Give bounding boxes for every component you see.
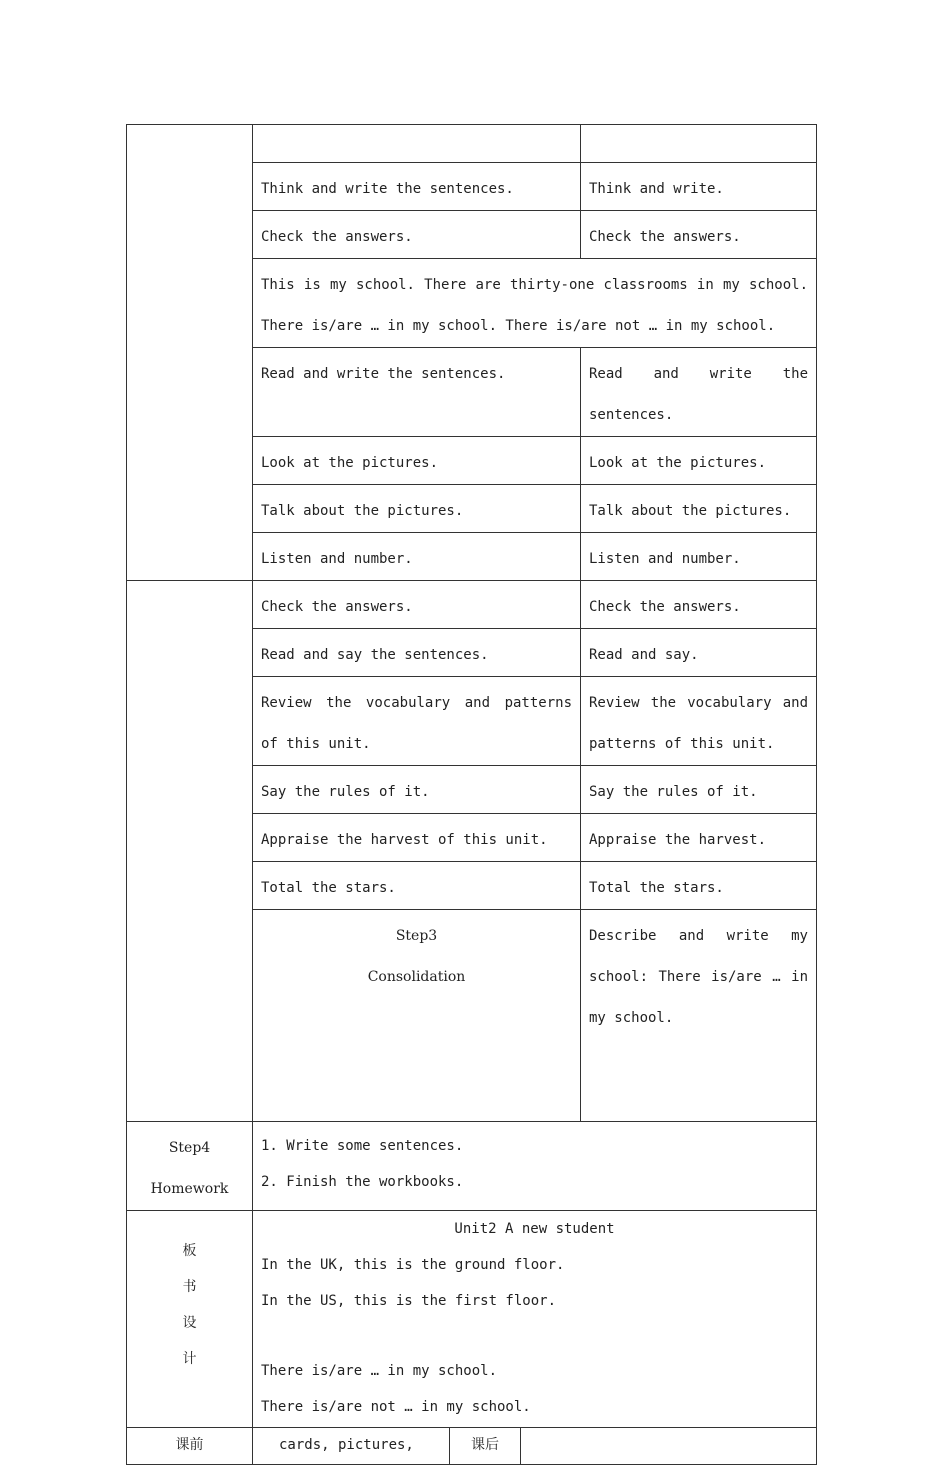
- step4-label-line1: Step4: [168, 1140, 211, 1156]
- after-class-label: 课后: [450, 1428, 521, 1464]
- board-line: There is/are not … in my school.: [261, 1399, 531, 1415]
- teacher-activity: Total the stars.: [253, 862, 581, 910]
- board-line: In the UK, this is the ground floor.: [261, 1257, 565, 1273]
- lesson-plan-table: [126, 124, 817, 1465]
- teacher-activity: [253, 125, 581, 163]
- student-activity: Think and write.: [581, 163, 817, 211]
- homework-list: [253, 1122, 817, 1211]
- step-label-cell: [127, 581, 253, 1122]
- board-line: In the US, this is the first floor.: [261, 1293, 557, 1309]
- board-line: There is/are … in my school.: [261, 1363, 498, 1379]
- step4-label-line2: Homework: [150, 1181, 229, 1197]
- teacher-activity: Describe and write my school: There is/are … in my school.: [581, 910, 817, 1122]
- board-label-char: 板: [182, 1243, 197, 1259]
- board-design-content: [253, 1211, 817, 1428]
- student-activity: Appraise the harvest.: [581, 814, 817, 862]
- student-activity: Review the vocabulary and patterns of this unit.: [581, 677, 817, 766]
- student-activity: Total the stars.: [581, 862, 817, 910]
- teacher-activity: Check the answers.: [253, 211, 581, 259]
- teacher-activity: Review the vocabulary and patterns of this unit.: [253, 677, 581, 766]
- student-activity: Talk about the pictures.: [581, 485, 817, 533]
- teacher-activity: Read and say the sentences.: [253, 629, 581, 677]
- board-label-char: 设: [182, 1315, 197, 1331]
- teacher-activity: Read and write the sentences.: [253, 348, 581, 437]
- teacher-activity: Appraise the harvest of this unit.: [253, 814, 581, 862]
- student-activity: Check the answers.: [581, 211, 817, 259]
- student-activity: Check the answers.: [581, 581, 817, 629]
- table-row: [127, 581, 817, 629]
- spanning-text: This is my school. There are thirty-one classrooms in my school. There is/are … in my school. There is/are not … in my school.: [253, 259, 817, 348]
- board-design-label: [127, 1211, 253, 1428]
- before-class-label: 课前: [127, 1428, 253, 1465]
- table-row: [127, 1122, 817, 1211]
- teacher-activity: Think and write the sentences.: [253, 163, 581, 211]
- student-activity: [581, 125, 817, 163]
- board-line: [261, 1319, 808, 1353]
- after-class-value: [521, 1428, 816, 1464]
- step-label-cell: [127, 125, 253, 581]
- board-label-char: 计: [182, 1351, 197, 1367]
- step3-label: [253, 910, 581, 1122]
- board-label-char: 书: [182, 1279, 197, 1295]
- student-activity: Look at the pictures.: [581, 437, 817, 485]
- step3-label-line2: Consolidation: [367, 969, 466, 985]
- teacher-activity: Say the rules of it.: [253, 766, 581, 814]
- teacher-activity: Listen and number.: [253, 533, 581, 581]
- teacher-activity: Talk about the pictures.: [253, 485, 581, 533]
- teacher-activity: Check the answers.: [253, 581, 581, 629]
- step3-label-line1: Step3: [395, 928, 438, 944]
- student-activity: Say the rules of it.: [581, 766, 817, 814]
- teacher-activity: Look at the pictures.: [253, 437, 581, 485]
- board-title: Unit2 A new student: [454, 1221, 615, 1237]
- list-item: 2. Finish the workbooks.: [261, 1174, 464, 1190]
- table-row: [127, 1211, 817, 1428]
- student-activity: Read and write the sentences.: [581, 348, 817, 437]
- table-row: [127, 1428, 817, 1465]
- table-row: [127, 125, 817, 163]
- materials-text: cards, pictures,: [253, 1428, 450, 1464]
- bottom-row-content: [253, 1428, 817, 1465]
- student-activity: Read and say.: [581, 629, 817, 677]
- step4-label: [127, 1122, 253, 1211]
- student-activity: Listen and number.: [581, 533, 817, 581]
- list-item: 1. Write some sentences.: [261, 1138, 464, 1154]
